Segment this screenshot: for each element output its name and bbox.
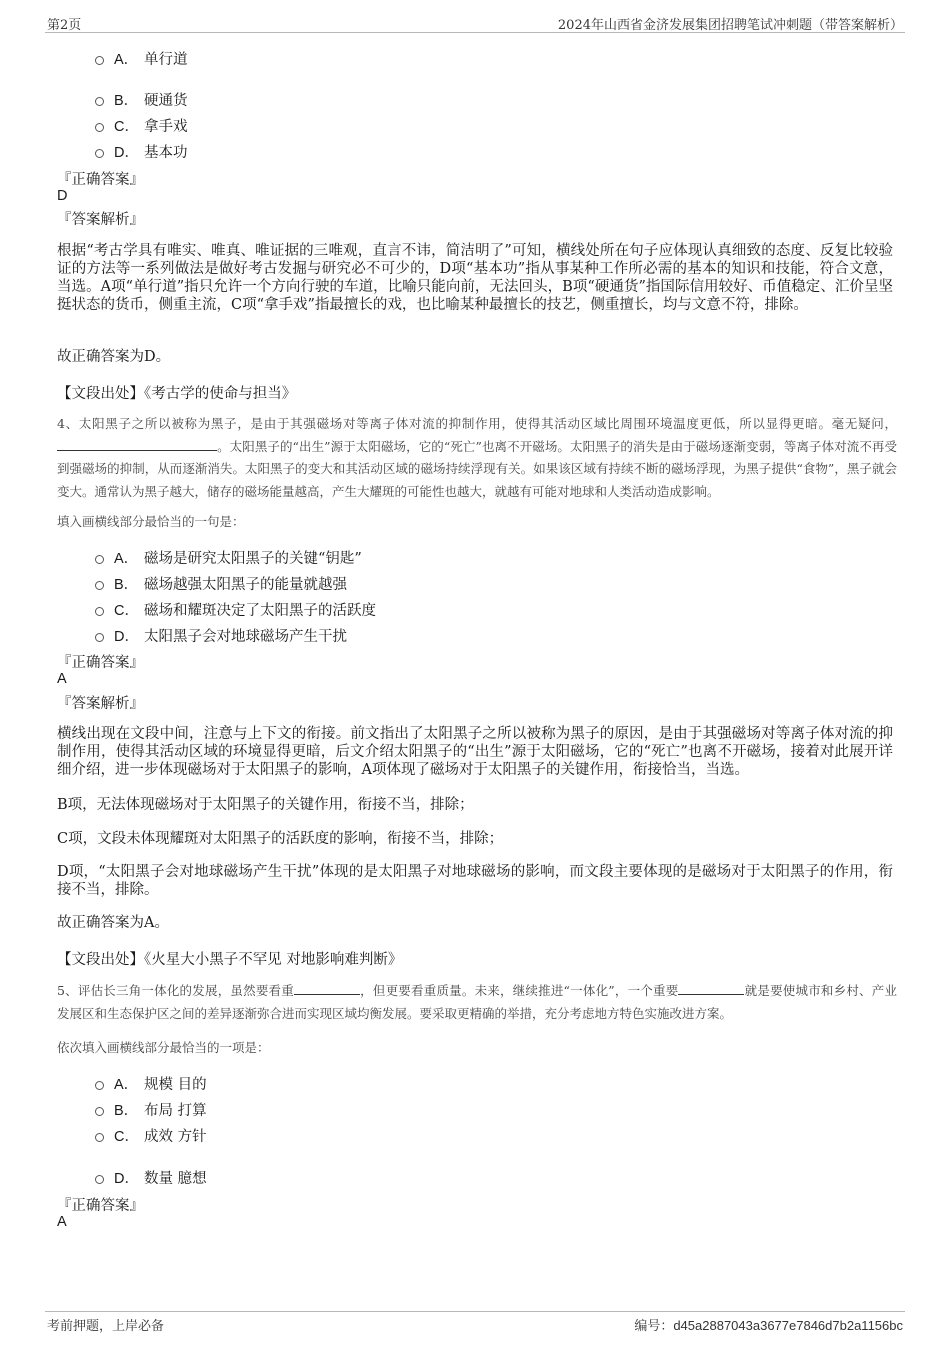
q5-option-d[interactable]: D． 数量 臆想 — [95, 1167, 207, 1188]
radio-icon[interactable] — [95, 97, 104, 106]
q3-analysis-paragraph: 根据“考古学具有唯实、唯真、唯证据的三唯观，直言不讳，简洁明了”可知，横线处所在句子应体现认真细致的态度、反复比较验证的方法等一系列做法是做好考古发掘与研究必不可少的，D项“基本功”指从事某种工作所必需的基本的知识和技能，符合文意，当选。A项“单行道”指只允许一个方向行驶的车道，比喻只能向前，无法回头，B项“硬通货”指国际信用较好、币值稳定、汇价呈坚挺状态的货币，侧重主流，C项“拿手戏”指最擅长的戏，也比喻某种最擅长的技艺，侧重擅长，均与文意不符，排除。 — [57, 243, 893, 313]
q5-answer-label: 『正确答案』 — [57, 1198, 144, 1214]
q4-answer: A — [57, 671, 67, 687]
q3-option-d[interactable]: D． 基本功 — [95, 141, 188, 162]
q4-option-a[interactable]: A． 磁场是研究太阳黑子的关键“钥匙” — [95, 547, 362, 568]
q4-analysis-d: D项，“太阳黑子会对地球磁场产生干扰”体现的是太阳黑子对地球磁场的影响，而文段主要体现的是磁场对于太阳黑子的作用，衔接不当，排除。 — [57, 864, 893, 898]
q5-stem: 5、评估长三角一体化的发展，虽然要看重 ，但更要看重质量。未来，继续推进“一体化”，一个重要 就是要使城市和乡村、产业发展区和生态保护区之间的差异逐渐弥合进而实现区域均衡发展。要采取更精确的举措，充分考虑地方特色实施改进方案。 — [57, 983, 897, 1021]
page-footer — [45, 1311, 905, 1334]
q5-question: 依次填入画横线部分最恰当的一项是： — [57, 1040, 270, 1055]
radio-icon[interactable] — [95, 1081, 104, 1090]
q4-analysis-b: B项，无法体现磁场对于太阳黑子的关键作用，衔接不当，排除； — [57, 797, 474, 813]
q4-analysis-paragraph: 横线出现在文段中间，注意与上下文的衔接。前文指出了太阳黑子之所以被称为黑子的原因，是由于其强磁场对等离子体对流的抑制作用，使得其活动区域的环境显得更暗，后文介绍太阳黑子的“出生”源于太阳磁场，它的“死亡”也离不开磁场，接着对此展开详细介绍，进一步体现磁场对于太阳黑子的影响，A项体现了磁场对于太阳黑子的关键作用，衔接恰当，当选。 — [57, 726, 893, 778]
radio-icon[interactable] — [95, 581, 104, 590]
footer-slogan: 考前押题，上岸必备 — [47, 1319, 165, 1334]
q3-answer-label: 『正确答案』 — [57, 172, 144, 188]
q3-option-c[interactable]: C． 拿手戏 — [95, 115, 188, 136]
radio-icon[interactable] — [95, 56, 104, 65]
q3-analysis-label: 『答案解析』 — [57, 212, 144, 228]
q4-option-c[interactable]: C． 磁场和耀斑决定了太阳黑子的活跃度 — [95, 599, 376, 620]
q5-blank-2 — [678, 982, 744, 995]
q4-conclusion: 故正确答案为A。 — [57, 915, 169, 931]
radio-icon[interactable] — [95, 1107, 104, 1116]
radio-icon[interactable] — [95, 607, 104, 616]
q4-blank — [57, 438, 217, 451]
q4-answer-label: 『正确答案』 — [57, 655, 144, 671]
radio-icon[interactable] — [95, 1133, 104, 1142]
document-title: 2024年山西省金济发展集团招聘笔试冲刺题（带答案解析） — [557, 18, 903, 33]
q4-stem: 4、太阳黑子之所以被称为黑子，是由于其强磁场对等离子体对流的抑制作用，使得其活动区域比周围环境温度更低，所以显得更暗。毫无疑问，。太阳黑子的“出生”源于太阳磁场，它的“死亡”也离不开磁场。太阳黑子的消失是由于磁场逐渐变弱，等离子体对流不再受到强磁场的抑制，从而逐渐消失。太阳黑子的变大和其活动区域的磁场持续浮现有关。如果该区域有持续不断的磁场浮现，为黑子提供“食物”，黑子就会变大。通常认为黑子越大，储存的磁场能量越高，产生大耀斑的可能性也越大，就越有可能对地球和人类活动造成影响。 — [57, 416, 897, 499]
q3-conclusion: 故正确答案为D。 — [57, 349, 171, 365]
radio-icon[interactable] — [95, 1175, 104, 1184]
q3-source: 【文段出处】《考古学的使命与担当》 — [57, 386, 297, 402]
q3-option-a[interactable]: A． 单行道 — [95, 48, 188, 69]
q5-option-c[interactable]: C． 成效 方针 — [95, 1125, 207, 1146]
q5-option-a[interactable]: A． 规模 目的 — [95, 1073, 207, 1094]
q4-analysis-label: 『答案解析』 — [57, 696, 144, 712]
q5-answer: A — [57, 1214, 67, 1230]
q5-blank-1 — [294, 982, 360, 995]
radio-icon[interactable] — [95, 633, 104, 642]
q3-option-b[interactable]: B． 硬通货 — [95, 89, 188, 110]
radio-icon[interactable] — [95, 555, 104, 564]
q4-source: 【文段出处】《火星大小黑子不罕见 对地影响难判断》 — [57, 952, 403, 968]
page-number: 第2页 — [47, 18, 82, 33]
radio-icon[interactable] — [95, 123, 104, 132]
radio-icon[interactable] — [95, 149, 104, 158]
q4-option-d[interactable]: D． 太阳黑子会对地球磁场产生干扰 — [95, 625, 347, 646]
q4-analysis-c: C项，文段未体现耀斑对太阳黑子的活跃度的影响，衔接不当，排除； — [57, 831, 504, 847]
q4-option-b[interactable]: B． 磁场越强太阳黑子的能量就越强 — [95, 573, 347, 594]
q3-answer: D — [57, 188, 68, 204]
footer-code: 编号：d45a2887043a3677e7846d7b2a1156bc — [634, 1318, 903, 1334]
q4-question: 填入画横线部分最恰当的一句是： — [57, 514, 245, 529]
page-header — [45, 14, 905, 33]
q5-option-b[interactable]: B． 布局 打算 — [95, 1099, 207, 1120]
